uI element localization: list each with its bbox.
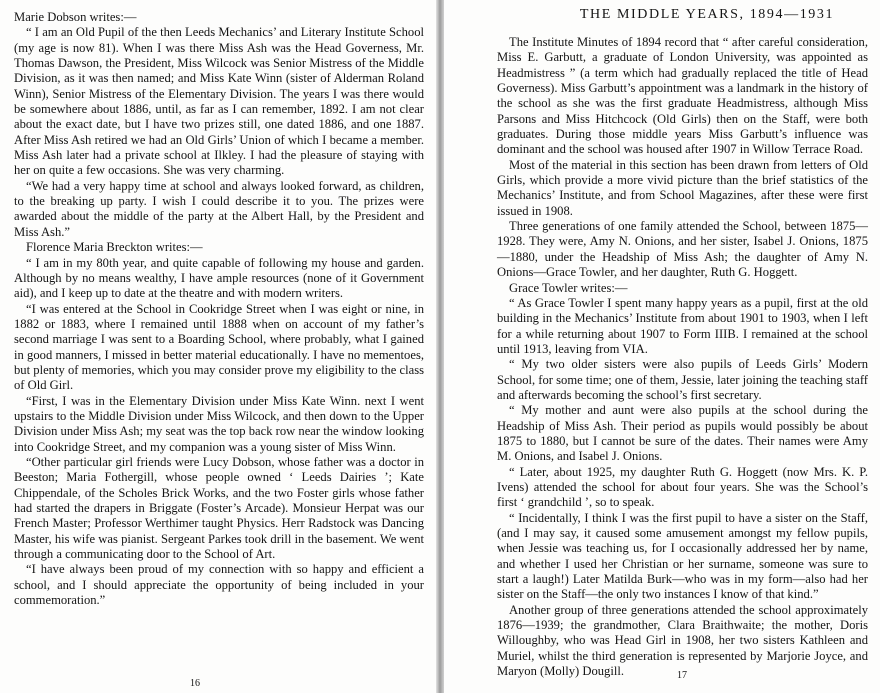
paragraph: “I have always been proud of my connection with so happy and efficient a school, and I should appreciate the opportunity of being included in your commemoration.” bbox=[14, 562, 424, 608]
paragraph: Three generations of one family attended the School, between 1875—1928. They were, Amy N. Onions, and her sister, Isabel J. Onions, 1875—1880, under the Headship of Miss Ash; the daughter of Amy N. Onions—Grace Towler, and her daughter, Ruth G. Hoggett. bbox=[497, 219, 868, 280]
byline-grace-towler: Grace Towler writes:— bbox=[509, 280, 628, 295]
paragraph: Another group of three generations attended the school approximately 1876—1939; the grandmother, Clara Braithwaite; the mother, Doris Willoughby, who was Head Girl in 1908, her two sisters Kathleen and Muriel, whilst the third generation is represented by Marjorie Joyce, and Maryon (Molly) Dougill. bbox=[497, 602, 868, 679]
paragraph: “I was entered at the School in Cookridge Street when I was eight or nine, in 1882 or 1883, where I remained until 1888 when on account of my father’s second marriage I was sent to a Boarding School, where probably, what I gained in good manners, I missed in better material educationally. I have no mementoes, but plenty of memories, which you may consider prove my eligibility to the class of Old Girl. bbox=[14, 301, 424, 393]
paragraph: “Other particular girl friends were Lucy Dobson, whose father was a doctor in Beeston; Maria Fothergill, whose people owned ‘ Leeds Dairies ’; Kate Chippendale, of the Scholes Brick Works, and the two Foster girls whose father had started the drapers in Briggate (Foster’s Arcade). Monsieur Herpat was our French Master; Professor Werthimer taught Physics. Herr Radstock was Dancing Master, his wife was pianist. Sergeant Parkes took drill in the basement. We went through a communicating door to the School of Art. bbox=[14, 454, 424, 562]
page-number-left: 16 bbox=[190, 678, 200, 689]
paragraph: “ Later, about 1925, my daughter Ruth G. Hoggett (now Mrs. K. P. Ivens) attended the school for about four years. She was the School’s first ‘ grandchild ’, so to speak. bbox=[497, 464, 868, 510]
page-number-right: 17 bbox=[677, 670, 687, 681]
paragraph: “ My mother and aunt were also pupils at the school during the Headship of Miss Ash. Their period as pupils would possibly be about 1875 to 1880, but I cannot be sure of the dates. Their names were Amy M. Onions, and Isabel J. Onions. bbox=[497, 403, 868, 464]
paragraph: “ Incidentally, I think I was the first pupil to have a sister on the Staff, (and I may say, it caused some amusement amongst my fellow pupils, when Jessie was teaching us, for I occasionally addressed her by name, and whether I used her Christian or her surname, someone was sure to start a laugh!) Later Matilda Burk—who was in my form—also had her sister on the Staff—the only two instances I know of that kind.” bbox=[497, 510, 868, 602]
byline-florence-breckton: Florence Maria Breckton writes:— bbox=[26, 240, 203, 255]
paragraph: “ I am an Old Pupil of the then Leeds Mechanics’ and Literary Institute School (my age is now 81). When I was there Miss Ash was the Head Governess, Mr. Thomas Dawson, the President, Miss Wilcock was Senior Mistress of the Middle Division, as it was then named; and Miss Kate Winn (sister of Alderman Roland Winn), Senior Mistress of the Elementary Division. The years I was there would be somewhere about 1886, until, as far as I can remember, 1892. I am not clear about the exact date, but I have two prizes still, one dated 1886, and one 1887. After Miss Ash retired we had an Old Girls’ Union of which I became a member. Miss Ash later had a private school at Ilkley. I had the pleasure of staying with her on quite a few occasions. She was very charming. bbox=[14, 25, 424, 178]
paragraph: “ As Grace Towler I spent many happy years as a pupil, first at the old building in the Mechanics’ Institute from about 1901 to 1903, when I left for a while returning about 1907 to Form IIIB. I remained at the school until 1913, leaving from VIA. bbox=[497, 295, 868, 356]
left-page bbox=[0, 0, 438, 693]
paragraph: The Institute Minutes of 1894 record that “ after careful consideration, Miss E. Garbutt, a graduate of London University, was appointed as Headmistress ” (a term which had gradually replaced the title of Head Governess). Miss Garbutt’s appointment was a landmark in the history of the school as she was the first graduate Headmistress, although Miss Parsons and Miss Hitchcock (Old Girls) then on the Staff, were both graduates. During those middle years Miss Garbutt’s influence was dominant and the school was housed after 1907 in Willow Terrace Road. bbox=[497, 35, 868, 157]
paragraph: “We had a very happy time at school and always looked forward, as children, to the breaking up party. I wish I could describe it to you. The prizes were awarded about the middle of the party at the Albert Hall, by the President and Miss Ash.” bbox=[14, 178, 424, 239]
paragraph: “ My two older sisters were also pupils of Leeds Girls’ Modern School, for some time; one of them, Jessie, later joining the teaching staff and afterwards becoming the school’s first secretary. bbox=[497, 357, 868, 402]
byline-marie-dobson: Marie Dobson writes:— bbox=[14, 10, 137, 24]
paragraph: “First, I was in the Elementary Division under Miss Kate Winn. next I went upstairs to the Middle Division under Miss Wilcock, and then down to the Upper Division under Miss Ash; my seat was the top back row near the window looking into Cookridge Street, and my companion was a young sister of Miss Winn. bbox=[14, 393, 424, 454]
right-page bbox=[444, 0, 880, 693]
paragraph: “ I am in my 80th year, and quite capable of following my house and garden. Although by no means wealthy, I have ample resources (none of it Government aid), and I keep up to date at the theatre and with modern writers. bbox=[14, 255, 424, 301]
left-page-text bbox=[14, 10, 424, 608]
running-head: THE MIDDLE YEARS, 1894—1931 bbox=[579, 7, 835, 22]
paragraph: Most of the material in this section has been drawn from letters of Old Girls, which provide a more vivid picture than the brief statistics of the Mechanics’ Institute, and from School Magazines, after these were first issued in 1908. bbox=[497, 157, 868, 218]
right-page-text bbox=[497, 35, 868, 679]
